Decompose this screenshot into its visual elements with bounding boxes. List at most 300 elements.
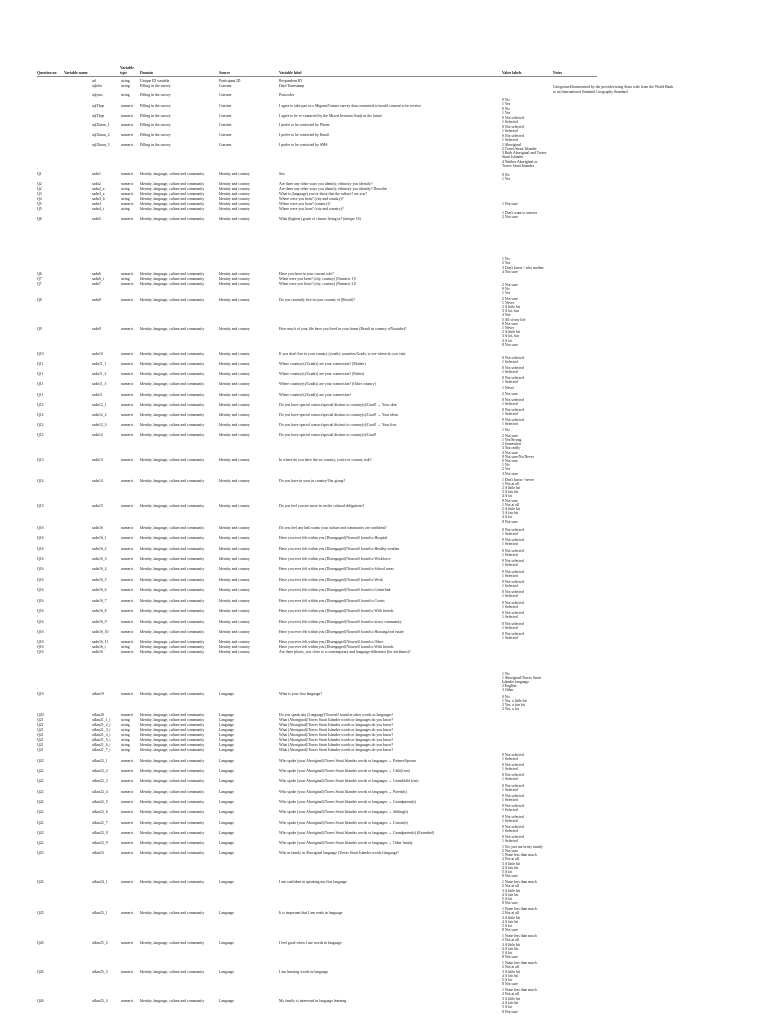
value-label-line: 0 Not selected <box>502 763 524 767</box>
source-cell: Language <box>219 800 234 804</box>
value-label-line: 1 Yes <box>502 291 511 295</box>
variable-type-cell: numeric <box>121 999 134 1003</box>
value-label-line: 3 A little bit <box>502 916 521 920</box>
variable-type-cell: numeric <box>121 114 134 118</box>
value-label-line: 1 Selected <box>502 757 518 761</box>
source-cell: Identity and country <box>219 182 250 186</box>
source-cell: Language <box>219 941 234 945</box>
variable-name-cell: sadn16 <box>92 650 103 654</box>
variable-name-cell: sqlXinan_1 <box>92 123 110 127</box>
value-label-line: 2 English <box>502 684 517 688</box>
variable-name-cell: sdlan21_1_t <box>92 718 111 722</box>
value-label-line: 1 Yes <box>502 111 511 115</box>
variable-type-cell: numeric <box>121 609 134 613</box>
domain-cell: Identity, language, culture and community <box>140 841 205 845</box>
value-label-line: 0 Not selected <box>502 356 524 360</box>
variable-type-cell: string <box>121 84 130 88</box>
value-label-line: 3 A fair bit <box>502 490 519 494</box>
value-label-line: 2 Somewhat <box>502 442 521 446</box>
variable-name-cell: sdlan25_2 <box>92 941 108 945</box>
value-label-line: 0 Not selected <box>502 366 524 370</box>
variable-name-cell: sadn11_2 <box>92 372 107 376</box>
value-label-line: 1 No <box>502 463 510 467</box>
domain-cell: Identity, language, culture and community <box>140 790 205 794</box>
variable-type-cell: numeric <box>121 790 134 794</box>
question-no-cell: Q21 <box>37 723 44 727</box>
variable-label-cell: Do you have special contact/special distinct to country(s)/Grad? → Your ideas <box>279 413 399 417</box>
variable-label-cell: Do you have special contact/special distinct to country(s)/Grad? <box>279 433 377 437</box>
source-cell: Identity and country <box>219 207 250 211</box>
variable-name-cell: sadn14 <box>92 479 103 483</box>
question-no-cell: Q16 <box>37 650 44 654</box>
variable-type-cell: numeric <box>121 713 134 717</box>
variable-label-cell: I agree to take part in a Migrant/Unsure survey data consented to/would consent to be receive <box>279 104 422 108</box>
variable-label-cell: Where country(s)/Grad(s) are your connection? (Father) <box>279 372 365 376</box>
header-variable-label: Variable label <box>279 71 302 75</box>
source-cell: Identity and country <box>219 217 250 221</box>
value-label-line: 1 Selected <box>502 584 518 588</box>
variable-name-cell: sadn11_3 <box>92 382 107 386</box>
variable-label-cell: What (Aboriginal)/Torres Strait Islander words or languages do you know? <box>279 738 394 742</box>
value-label-line: 0 Not selected <box>502 784 524 788</box>
variable-name-cell: sqltdw <box>92 84 103 88</box>
source-cell: Language <box>219 999 234 1003</box>
variable-type-cell: string <box>121 277 130 281</box>
variable-type-cell: string <box>121 207 130 211</box>
value-label-line: 1 None less than much <box>502 961 537 965</box>
domain-cell: Identity, language, culture and community <box>140 831 205 835</box>
domain-cell: Identity, language, culture and community <box>140 880 205 884</box>
value-label-line: 3 Not really <box>502 446 521 450</box>
value-label-line: 1 Selected <box>502 422 518 426</box>
value-label-line: 1 Never <box>502 326 515 330</box>
value-label-line: 2 Not at all <box>502 857 519 861</box>
value-label-line: 4 Neither Aboriginal or <box>502 160 538 164</box>
domain-cell: Filling in the survey <box>140 123 171 127</box>
variable-type-cell: numeric <box>121 810 134 814</box>
variable-label-cell: Where country(s)/Grad(s) are your connection? (Mother) <box>279 362 366 366</box>
variable-type-cell: string <box>121 743 130 747</box>
variable-label-cell: What (Aboriginal)/Torres Strait Islander words or languages do you know? <box>279 718 394 722</box>
variable-type-cell: string <box>121 738 130 742</box>
source-cell: Identity and country <box>219 382 250 386</box>
source-cell: Consent <box>219 114 232 118</box>
domain-cell: Identity, language, culture and community <box>140 207 205 211</box>
value-label-line: 4 A fair bit <box>502 893 519 897</box>
domain-cell: Identity, language, culture and community <box>140 217 205 221</box>
source-cell: Language <box>219 970 234 974</box>
variable-type-cell: numeric <box>121 880 134 884</box>
source-cell: Consent <box>219 133 232 137</box>
variable-name-cell: sadn8 <box>92 298 101 302</box>
value-label-line: 3 Yes, a lot <box>502 707 519 711</box>
source-cell: Identity and country <box>219 187 250 191</box>
value-label-line: 2 Not at all <box>502 938 519 942</box>
variable-name-cell: sdlan22_4 <box>92 790 108 794</box>
variable-type-cell: string <box>121 748 130 752</box>
value-label-line: 0 No <box>502 695 510 699</box>
source-cell: Language <box>219 831 234 835</box>
value-label-line: 1 Selected <box>502 798 518 802</box>
source-cell: Language <box>219 841 234 845</box>
domain-cell: Identity, language, culture and community <box>140 769 205 773</box>
domain-cell: Identity, language, culture and community <box>140 723 205 727</box>
question-no-cell: Q7 <box>37 277 42 281</box>
value-label-line: 4 A fair bit <box>502 947 519 951</box>
value-label-line: 0 Not selected <box>502 376 524 380</box>
variable-type-cell: numeric <box>121 217 134 221</box>
variable-label-cell: Who spoke (your Aboriginal)/Torres Strait Islander words or languages → Other family <box>279 841 413 845</box>
source-cell: Identity and country <box>219 277 250 281</box>
variable-label-cell: Have you ever felt within you (Disengaged)/Yourself found to Other <box>279 640 384 644</box>
value-label-line: 2 A little bit <box>502 486 521 490</box>
value-label-line: 1 Selected <box>502 138 518 142</box>
variable-name-cell: sdlan22_6 <box>92 810 108 814</box>
value-label-line: 0 Not selected <box>502 773 524 777</box>
variable-label-cell: What (Aboriginal)/Torres Strait Islander words or languages do you know? <box>279 748 394 752</box>
value-label-line: 1 Selected <box>502 788 518 792</box>
variable-type-cell: numeric <box>121 272 134 276</box>
variable-label-cell: What (Aboriginal)/Torres Strait Islander words or languages do you know? <box>279 743 394 747</box>
source-cell: Identity and country <box>219 504 250 508</box>
variable-type-cell: string <box>121 728 130 732</box>
variable-label-cell: When were you born? (city, country) (Numeric 2)? <box>279 282 357 286</box>
variable-label-cell: Have you ever felt within you (Disengaged)/Yourself found to Courts <box>279 599 385 603</box>
value-label-line: 1 None less than much <box>502 853 537 857</box>
question-no-cell: Q11 <box>37 372 44 376</box>
value-label-line: 2 A little bit <box>502 507 521 511</box>
question-no-cell: Q11 <box>37 393 44 397</box>
variable-label-cell: Postcodes <box>279 93 295 97</box>
value-label-line: 1 No <box>502 672 510 676</box>
variable-name-cell: sadn16_7 <box>92 599 107 603</box>
source-cell: Language <box>219 911 234 915</box>
variable-name-cell: sdlan22_8 <box>92 831 108 835</box>
domain-cell: Identity, language, culture and community <box>140 479 205 483</box>
header-value-labels: Value labels <box>502 71 522 75</box>
header-question-no: Question no <box>37 71 57 75</box>
variable-label-cell: If you don't live in your country (youth): countries/Grads, to see where do you visit <box>279 352 406 356</box>
value-label-line: 8 Not sure <box>502 322 518 326</box>
variable-name-cell: sadn16_4 <box>92 567 107 571</box>
value-label-line: 1 Selected <box>502 605 518 609</box>
value-label-line: 5 A lot <box>502 951 513 955</box>
variable-type-cell: string <box>121 723 130 727</box>
domain-cell: Identity, language, culture and community <box>140 578 205 582</box>
variable-label-cell: Who spoke (your Aboriginal)/Torres Strait Islander words or languages → Cousin(s) <box>279 821 408 825</box>
domain-cell: Identity, language, culture and community <box>140 413 205 417</box>
value-label-line: 2 Yes <box>502 467 511 471</box>
question-no-cell: Q22 <box>37 800 44 804</box>
question-no-cell: Q22 <box>37 841 44 845</box>
value-label-line: 0 Not sure <box>502 459 518 463</box>
variable-label-cell: Are there places, you close to a contemporary and language difference (for attributes)? <box>279 650 411 654</box>
variable-name-cell: sadn15 <box>92 504 103 508</box>
question-no-cell: Q11 <box>37 362 44 366</box>
source-cell: Identity and country <box>219 645 250 649</box>
variable-type-cell: string <box>121 93 130 97</box>
domain-cell: Identity, language, culture and community <box>140 738 205 742</box>
question-no-cell: Q5 <box>37 207 42 211</box>
value-label-line: 4 A lot <box>502 494 513 498</box>
value-label-line: 4 A fair bit <box>502 974 519 978</box>
question-no-cell: Q12 <box>37 423 44 427</box>
value-label-line: 5 All of my life <box>502 318 526 322</box>
domain-cell: Identity, language, culture and community <box>140 800 205 804</box>
variable-name-cell: sadn4 <box>92 202 101 206</box>
variable-label-cell: Who spoke (your Aboriginal)/Torres Strait Islander words or languages → Sibling(s) <box>279 810 409 814</box>
value-label-line: 0 Not selected <box>502 559 524 563</box>
variable-type-cell: numeric <box>121 547 134 551</box>
domain-cell: Identity, language, culture and community <box>140 458 205 462</box>
domain-cell: Identity, language, culture and community <box>140 911 205 915</box>
domain-cell: Identity, language, culture and community <box>140 192 205 196</box>
variable-type-cell: numeric <box>121 143 134 147</box>
variable-label-cell: Who spoke (your Aboriginal)/Torres Strait Islander words or languages → Parent(s) <box>279 790 407 794</box>
source-cell: Consent <box>219 104 232 108</box>
domain-cell: Identity, language, culture and community <box>140 433 205 437</box>
value-label-line: 4 A fair bit <box>502 1001 519 1005</box>
domain-cell: Identity, language, culture and community <box>140 567 205 571</box>
source-cell: Language <box>219 738 234 742</box>
value-label-line: 2 Not sure <box>502 283 518 287</box>
variable-type-cell: numeric <box>121 831 134 835</box>
variable-name-cell: sadn16_2 <box>92 547 107 551</box>
domain-cell: Identity, language, culture and community <box>140 202 205 206</box>
header-rule <box>37 76 597 77</box>
value-label-line: 0 Not selected <box>502 590 524 594</box>
value-label-line: 4 A fair bit <box>502 920 519 924</box>
question-no-cell: Q22 <box>37 779 44 783</box>
source-cell: Language <box>219 728 234 732</box>
variable-name-cell: sdlan22_1 <box>92 759 108 763</box>
variable-name-cell: sqlTbqe <box>92 104 105 108</box>
value-label-line: 1 Selected <box>502 380 518 384</box>
variable-type-cell: numeric <box>121 423 134 427</box>
variable-type-cell: string <box>121 79 130 83</box>
question-no-cell: Q25 <box>37 911 44 915</box>
value-label-line: 0 Not selected <box>502 825 524 829</box>
source-cell: Language <box>219 821 234 825</box>
value-label-line: 0 Not selected <box>502 549 524 553</box>
variable-type-cell: string <box>121 197 130 201</box>
variable-label-cell: Have you ever felt within you (Disengaged)/Yourself found to Hospital <box>279 536 388 540</box>
value-label-line: 1 None less than much <box>502 907 537 911</box>
domain-cell: Filling in the survey <box>140 93 171 97</box>
value-label-line: 3 A little bit <box>502 889 521 893</box>
value-label-line: 8 Not sure <box>502 1010 518 1014</box>
header-notes: Notes <box>553 71 563 75</box>
question-no-cell: Q21 <box>37 748 44 752</box>
source-cell: Language <box>219 723 234 727</box>
value-label-line: 0 No <box>502 98 510 102</box>
variable-label-cell: My family is interested in language learning <box>279 999 347 1003</box>
domain-cell: Identity, language, culture and community <box>140 692 205 696</box>
variable-name-cell: sdlan21_6_t <box>92 743 111 747</box>
question-no-cell: Q16 <box>37 547 44 551</box>
variable-type-cell: numeric <box>121 536 134 540</box>
question-no-cell: Q16 <box>37 578 44 582</box>
domain-cell: Identity, language, culture and community <box>140 423 205 427</box>
domain-cell: Identity, language, culture and community <box>140 187 205 191</box>
variable-type-cell: numeric <box>121 800 134 804</box>
variable-label-cell: Have you ever felt within you (Disengaged)/Yourself found to Housing/real estate <box>279 630 404 634</box>
header-variable-name: Variable name <box>64 71 88 75</box>
variable-type-cell: numeric <box>121 298 134 302</box>
value-label-line: 0 Not selected <box>502 580 524 584</box>
variable-type-cell: numeric <box>121 650 134 654</box>
question-no-cell: Q16 <box>37 609 44 613</box>
variable-name-cell: sdlan21_7_t <box>92 748 111 752</box>
variable-name-cell: sadn6_t <box>92 277 104 281</box>
question-no-cell: Q21 <box>37 738 44 742</box>
variable-name-cell: sadn13 <box>92 458 103 462</box>
source-cell: Consent <box>219 93 232 97</box>
value-label-line: 5 A lot <box>502 870 513 874</box>
question-no-cell: Q26 <box>37 970 44 974</box>
domain-cell: Identity, language, culture and community <box>140 382 205 386</box>
variable-label-cell: When were you born? (city, country) (Numeric 1)? <box>279 277 357 281</box>
variable-name-cell: sdlan22_2 <box>92 769 108 773</box>
domain-cell: Identity, language, culture and community <box>140 650 205 654</box>
value-label-line: 4 A lot <box>502 339 513 343</box>
variable-label-cell: Are there any other ways you identify, ethnicity you identify? Describe <box>279 187 388 191</box>
variable-name-cell: sdlan25_1 <box>92 911 108 915</box>
variable-label-cell: Have you ever felt within you (Disengaged)/Yourself found to Workforce <box>279 557 391 561</box>
question-no-cell: Q21 <box>37 733 44 737</box>
variable-name-cell: sqlyuts <box>92 93 103 97</box>
variable-type-cell: numeric <box>121 327 134 331</box>
variable-label-cell: Have you ever felt within you (Disengaged)/Yourself found to Work <box>279 578 383 582</box>
domain-cell: Identity, language, culture and community <box>140 327 205 331</box>
source-cell: Identity and country <box>219 272 250 276</box>
value-label-line: 1 Selected <box>502 129 518 133</box>
source-cell: Identity and country <box>219 362 250 366</box>
source-cell: Identity and country <box>219 403 250 407</box>
domain-cell: Identity, language, culture and community <box>140 588 205 592</box>
value-label-line: 1 Selected <box>502 829 518 833</box>
value-label-line: 2 Not at all <box>502 965 519 969</box>
question-no-cell: Q12 <box>37 413 44 417</box>
value-label-line: 4 Not <box>502 313 511 317</box>
variable-label-cell: I prefer to be contacted by Phone <box>279 123 330 127</box>
question-no-cell: Q16 <box>37 599 44 603</box>
source-cell: Identity and country <box>219 620 250 624</box>
value-label-line: 3 A little bit <box>502 997 521 1001</box>
variable-label-cell: Sex <box>279 172 285 176</box>
value-label-line: 8 Not sure <box>502 928 518 932</box>
variable-name-cell: sadn16_6 <box>92 588 107 592</box>
variable-label-cell: I agree to be re-contacted by the Mixed Iteration Study in the future <box>279 114 382 118</box>
variable-type-cell: numeric <box>121 382 134 386</box>
domain-cell: Identity, language, culture and community <box>140 557 205 561</box>
domain-cell: Identity, language, culture and community <box>140 403 205 407</box>
variable-label-cell: Have you ever felt within you (Disengaged)/Yourself found to With friends <box>279 609 394 613</box>
domain-cell: Identity, language, culture and community <box>140 999 205 1003</box>
value-label-line: 0 Not selected <box>502 815 524 819</box>
variable-name-cell: sadn11_1 <box>92 362 107 366</box>
source-cell: Consent <box>219 143 232 147</box>
domain-cell: Identity, language, culture and community <box>140 748 205 752</box>
value-label-line: 4 Not sure <box>502 451 518 455</box>
variable-label-cell: Where country(s)/Grad(s) are your connection? (Other country) <box>279 382 376 386</box>
variable-name-cell: sqlXinan_3 <box>92 143 110 147</box>
value-label-line: 1 None less than much <box>502 880 537 884</box>
question-no-cell: Q3 <box>37 192 42 196</box>
question-no-cell: Q21 <box>37 743 44 747</box>
variable-label-cell: Respondent ID <box>279 79 302 83</box>
value-label-line: 1 Never <box>502 386 515 390</box>
variable-label-cell: I prefer to be contacted by SMS <box>279 143 328 147</box>
domain-cell: Identity, language, culture and community <box>140 779 205 783</box>
value-label-line: 1 Never <box>502 301 515 305</box>
value-label-line: 1 Selected <box>502 553 518 557</box>
variable-type-cell: numeric <box>121 282 134 286</box>
question-no-cell: Q22 <box>37 810 44 814</box>
source-cell: Identity and country <box>219 282 250 286</box>
question-no-cell: Q22 <box>37 759 44 763</box>
value-label-line: 0 Not selected <box>502 398 524 402</box>
value-label-line: 1 Selected <box>502 615 518 619</box>
variable-name-cell: sadn16_11 <box>92 640 109 644</box>
question-no-cell: Q2 <box>37 182 42 186</box>
value-label-line: 2 Yes, a fair bit <box>502 703 525 707</box>
value-label-line: 0 Not selected <box>502 116 524 120</box>
question-no-cell: Q22 <box>37 790 44 794</box>
variable-name-cell: sadn12_2 <box>92 413 107 417</box>
variable-label-cell: Do you have special contact/special distinct to country(s)/Grad? → Your lists <box>279 423 397 427</box>
value-label-line: 2 Not sure <box>502 215 518 219</box>
value-label-line: 1 Selected <box>502 808 518 812</box>
value-label-line: 0 Not selected <box>502 753 524 757</box>
domain-cell: Identity, language, culture and community <box>140 277 205 281</box>
variable-label-cell: Have you ever felt within you (Disengaged)/Yourself found to School areas <box>279 567 394 571</box>
variable-name-cell: sdlan21_2_t <box>92 723 111 727</box>
variable-name-cell: sdlan22_3 <box>92 779 108 783</box>
source-cell: Identity and country <box>219 630 250 634</box>
domain-cell: Filling in the survey <box>140 114 171 118</box>
header-variable-type: Variable type <box>120 66 134 75</box>
domain-cell: Identity, language, culture and community <box>140 941 205 945</box>
question-no-cell: Q16 <box>37 640 44 644</box>
question-no-cell: Q21 <box>37 728 44 732</box>
variable-type-cell: numeric <box>121 433 134 437</box>
value-label-line: 5 A lot <box>502 978 513 982</box>
domain-cell: Identity, language, culture and community <box>140 733 205 737</box>
question-no-cell: Q22 <box>37 831 44 835</box>
variable-type-cell: numeric <box>121 640 134 644</box>
variable-label-cell: Where were you born? (city and country)? <box>279 207 344 211</box>
value-label-line: 8 Not sure <box>502 982 518 986</box>
variable-label-cell: Do you speak any (Language)/Yourself found in other words as languages? <box>279 713 394 717</box>
domain-cell: Identity, language, culture and community <box>140 851 205 855</box>
variable-name-cell: url <box>92 79 97 83</box>
variable-name-cell: sadn5 <box>92 217 101 221</box>
notes-line-2: to an International Standard Geography Standard <box>553 90 628 94</box>
value-label-line: 1 Don't know / never <box>502 478 534 482</box>
domain-cell: Identity, language, culture and community <box>140 728 205 732</box>
variable-label-cell: I prefer to be contacted by Email <box>279 133 329 137</box>
domain-cell: Identity, language, culture and community <box>140 393 205 397</box>
value-label-line: 8 Not sure <box>502 874 518 878</box>
domain-cell: Filling in the survey <box>140 143 171 147</box>
variable-label-cell: Do you feel you are more in on the cultural obligations? <box>279 504 365 508</box>
variable-type-cell: numeric <box>121 567 134 571</box>
variable-name-cell: sdlan23 <box>92 851 104 855</box>
variable-label-cell: What (Aboriginal)/Torres Strait Islander words or languages do you know? <box>279 733 394 737</box>
variable-label-cell: Where country(s)/Grad(s) are your connection? <box>279 393 352 397</box>
domain-cell: Filling in the survey <box>140 104 171 108</box>
